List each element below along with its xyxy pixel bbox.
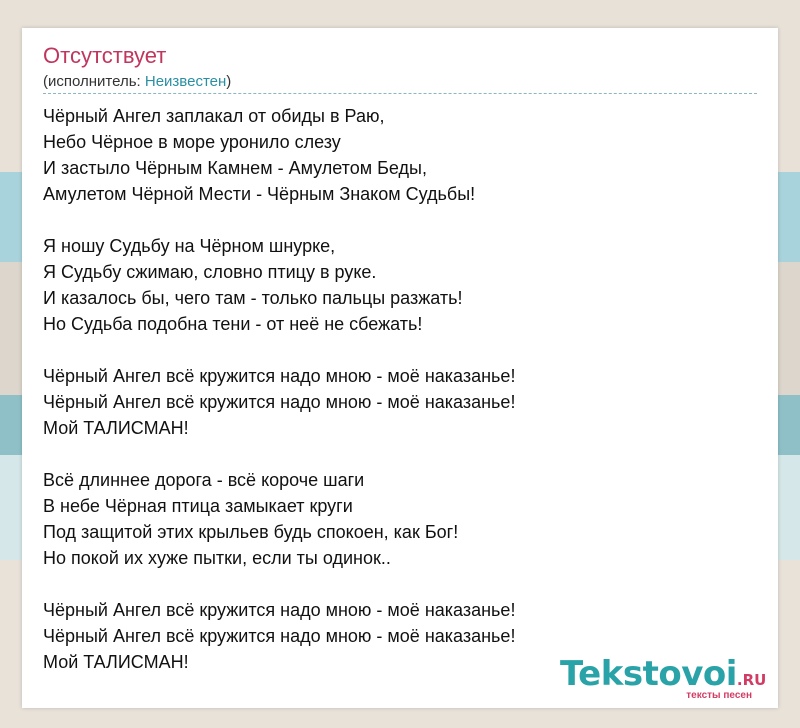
lyric-line: Небо Чёрное в море уронило слезу bbox=[43, 132, 341, 152]
lyric-line: Под защитой этих крыльев будь спокоен, как Бог! bbox=[43, 522, 459, 542]
artist-line bbox=[43, 73, 231, 91]
lyric-line: Но Судьба подобна тени - от неё не сбежать! bbox=[43, 314, 423, 334]
lyric-line: Мой ТАЛИСМАН! bbox=[43, 652, 189, 672]
site-logo[interactable] bbox=[560, 656, 770, 702]
lyric-line: Чёрный Ангел всё кружится надо мною - моё наказанье! bbox=[43, 392, 516, 412]
lyrics-card bbox=[22, 28, 778, 708]
lyric-line: Я Судьбу сжимаю, словно птицу в руке. bbox=[43, 262, 377, 282]
lyric-line: И застыло Чёрным Камнем - Амулетом Беды, bbox=[43, 158, 427, 178]
stanza bbox=[43, 103, 743, 207]
lyric-line: Но покой их хуже пытки, если ты одинок.. bbox=[43, 548, 391, 568]
stanza bbox=[43, 363, 743, 441]
logo-tagline: тексты песен bbox=[686, 690, 752, 701]
lyric-line: Чёрный Ангел всё кружится надо мною - моё наказанье! bbox=[43, 366, 516, 386]
song-title: Отсутствует bbox=[43, 43, 167, 68]
artist-prefix: (исполнитель: bbox=[43, 73, 145, 90]
stanza bbox=[43, 233, 743, 337]
lyric-line: Чёрный Ангел всё кружится надо мною - моё наказанье! bbox=[43, 626, 516, 646]
lyric-line: Мой ТАЛИСМАН! bbox=[43, 418, 189, 438]
artist-suffix: ) bbox=[226, 73, 232, 90]
stanza bbox=[43, 467, 743, 571]
lyric-line: Амулетом Чёрной Мести - Чёрным Знаком Судьбы! bbox=[43, 184, 476, 204]
lyric-line: Я ношу Судьбу на Чёрном шнурке, bbox=[43, 236, 336, 256]
lyric-line: Чёрный Ангел заплакал от обиды в Раю, bbox=[43, 106, 385, 126]
logo-domain: .RU bbox=[736, 671, 767, 689]
lyric-line: И казалось бы, чего там - только пальцы разжать! bbox=[43, 288, 463, 308]
lyric-line: В небе Чёрная птица замыкает круги bbox=[43, 496, 353, 516]
lyrics-text bbox=[43, 103, 743, 701]
lyric-line: Чёрный Ангел всё кружится надо мною - моё наказанье! bbox=[43, 600, 516, 620]
artist-link[interactable]: Неизвестен bbox=[144, 73, 227, 90]
header-divider bbox=[43, 93, 757, 94]
logo-main-text: Tekstovoi bbox=[560, 654, 737, 694]
lyric-line: Всё длиннее дорога - всё короче шаги bbox=[43, 470, 365, 490]
